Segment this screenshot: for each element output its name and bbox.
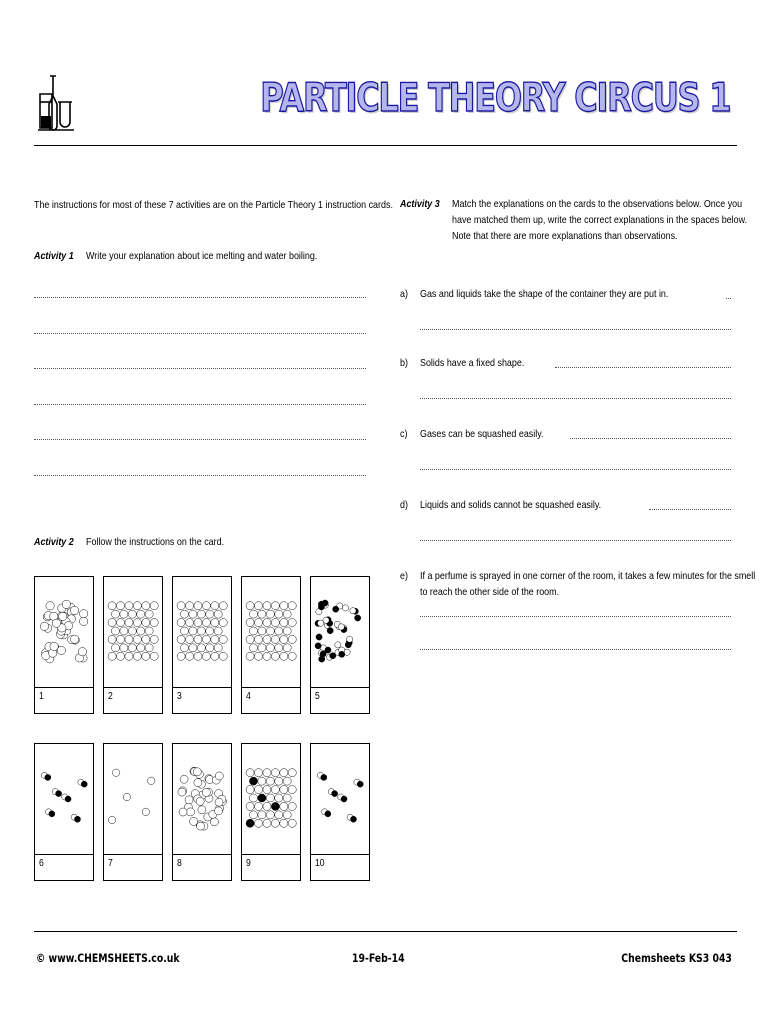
particle-card: [34, 743, 94, 881]
answer-line[interactable]: [420, 469, 731, 470]
answer-line[interactable]: [34, 368, 366, 369]
particle-diagram: [311, 577, 369, 688]
particle-card: [310, 743, 370, 881]
card-number: 9: [246, 858, 251, 869]
observation-text: Gas and liquids take the shape of the container they are put in.: [420, 289, 669, 300]
answer-line[interactable]: [34, 404, 366, 405]
answer-line[interactable]: [420, 329, 731, 330]
particles-gas-molecules: [311, 744, 369, 854]
card-number: 6: [39, 858, 44, 869]
footer-copyright: © www.CHEMSHEETS.co.uk: [36, 951, 180, 965]
answer-line[interactable]: [420, 649, 731, 650]
observation-text: Solids have a fixed shape.: [420, 358, 525, 369]
footer-reference: Chemsheets KS3 043: [621, 951, 732, 965]
particles-lattice-impurity: [242, 744, 300, 854]
particle-card: [310, 576, 370, 714]
answer-line[interactable]: [555, 367, 731, 368]
footer-divider: [34, 931, 737, 932]
particles-black-mix: [311, 577, 369, 687]
card-number: 7: [108, 858, 113, 869]
activity3-label: Activity 3: [400, 199, 440, 210]
activity2-label: Activity 2: [34, 537, 74, 548]
card-number: 3: [177, 691, 182, 702]
card-number: 5: [315, 691, 320, 702]
header-divider: [34, 145, 737, 146]
answer-line[interactable]: [34, 475, 366, 476]
particle-card: [172, 743, 232, 881]
particles-solid-lattice: [173, 577, 231, 687]
particle-card: [34, 576, 94, 714]
particles-solid-lattice: [104, 577, 162, 687]
card-number: 10: [315, 858, 325, 869]
activity3-instruction-1: Match the explanations on the cards to the observations below. Once you: [452, 199, 743, 210]
answer-line[interactable]: [34, 439, 366, 440]
card-number: 4: [246, 691, 251, 702]
lab-glassware-icon: [36, 72, 82, 138]
observation-text: to reach the other side of the room.: [420, 587, 560, 598]
particle-card: [103, 576, 163, 714]
observation-letter: e): [400, 571, 408, 582]
particle-card: [241, 743, 301, 881]
answer-line[interactable]: [726, 298, 731, 299]
observation-letter: b): [400, 358, 408, 369]
particle-diagram: [35, 577, 93, 688]
particle-diagram: [35, 744, 93, 855]
card-number: 2: [108, 691, 113, 702]
page-title: PARTICLE THEORY CIRCUS 1: [259, 76, 730, 121]
answer-line[interactable]: [649, 509, 731, 510]
answer-line[interactable]: [420, 616, 731, 617]
answer-line[interactable]: [420, 398, 731, 399]
particles-solid-lattice: [242, 577, 300, 687]
intro-text: The instructions for most of these 7 activities are on the Particle Theory 1 instruction cards.: [34, 200, 393, 211]
particles-gas-molecules: [35, 744, 93, 854]
observation-letter: c): [400, 429, 408, 440]
observation-text: Gases can be squashed easily.: [420, 429, 544, 440]
activity3-instruction-3: Note that there are more explanations than observations.: [452, 231, 678, 242]
particle-card: [103, 743, 163, 881]
activity3-instruction-2: have matched them up, write the correct explanations in the spaces below.: [452, 215, 748, 226]
observation-text: If a perfume is sprayed in one corner of the room, it takes a few minutes for the smell: [420, 571, 756, 582]
observation-letter: a): [400, 289, 408, 300]
particle-diagram: [242, 577, 300, 688]
particle-diagram: [104, 577, 162, 688]
particles-gas-sparse: [104, 744, 162, 854]
card-number: 8: [177, 858, 182, 869]
particle-card: [172, 576, 232, 714]
particle-diagram: [173, 744, 231, 855]
activity1-label: Activity 1: [34, 251, 74, 262]
activity2-instruction: Follow the instructions on the card.: [86, 537, 225, 548]
particle-diagram: [242, 744, 300, 855]
particle-diagram: [104, 744, 162, 855]
particle-card: [241, 576, 301, 714]
answer-line[interactable]: [34, 333, 366, 334]
answer-line[interactable]: [34, 297, 366, 298]
answer-line[interactable]: [420, 540, 731, 541]
particles-liquid-random: [173, 744, 231, 854]
observation-letter: d): [400, 500, 408, 511]
footer-date: 19-Feb-14: [352, 951, 405, 965]
particles-solid-random: [35, 577, 93, 687]
particle-diagram: [311, 744, 369, 855]
answer-line[interactable]: [570, 438, 731, 439]
observation-text: Liquids and solids cannot be squashed easily.: [420, 500, 602, 511]
particle-diagram: [173, 577, 231, 688]
card-number: 1: [39, 691, 44, 702]
activity1-instruction: Write your explanation about ice melting and water boiling.: [86, 251, 318, 262]
